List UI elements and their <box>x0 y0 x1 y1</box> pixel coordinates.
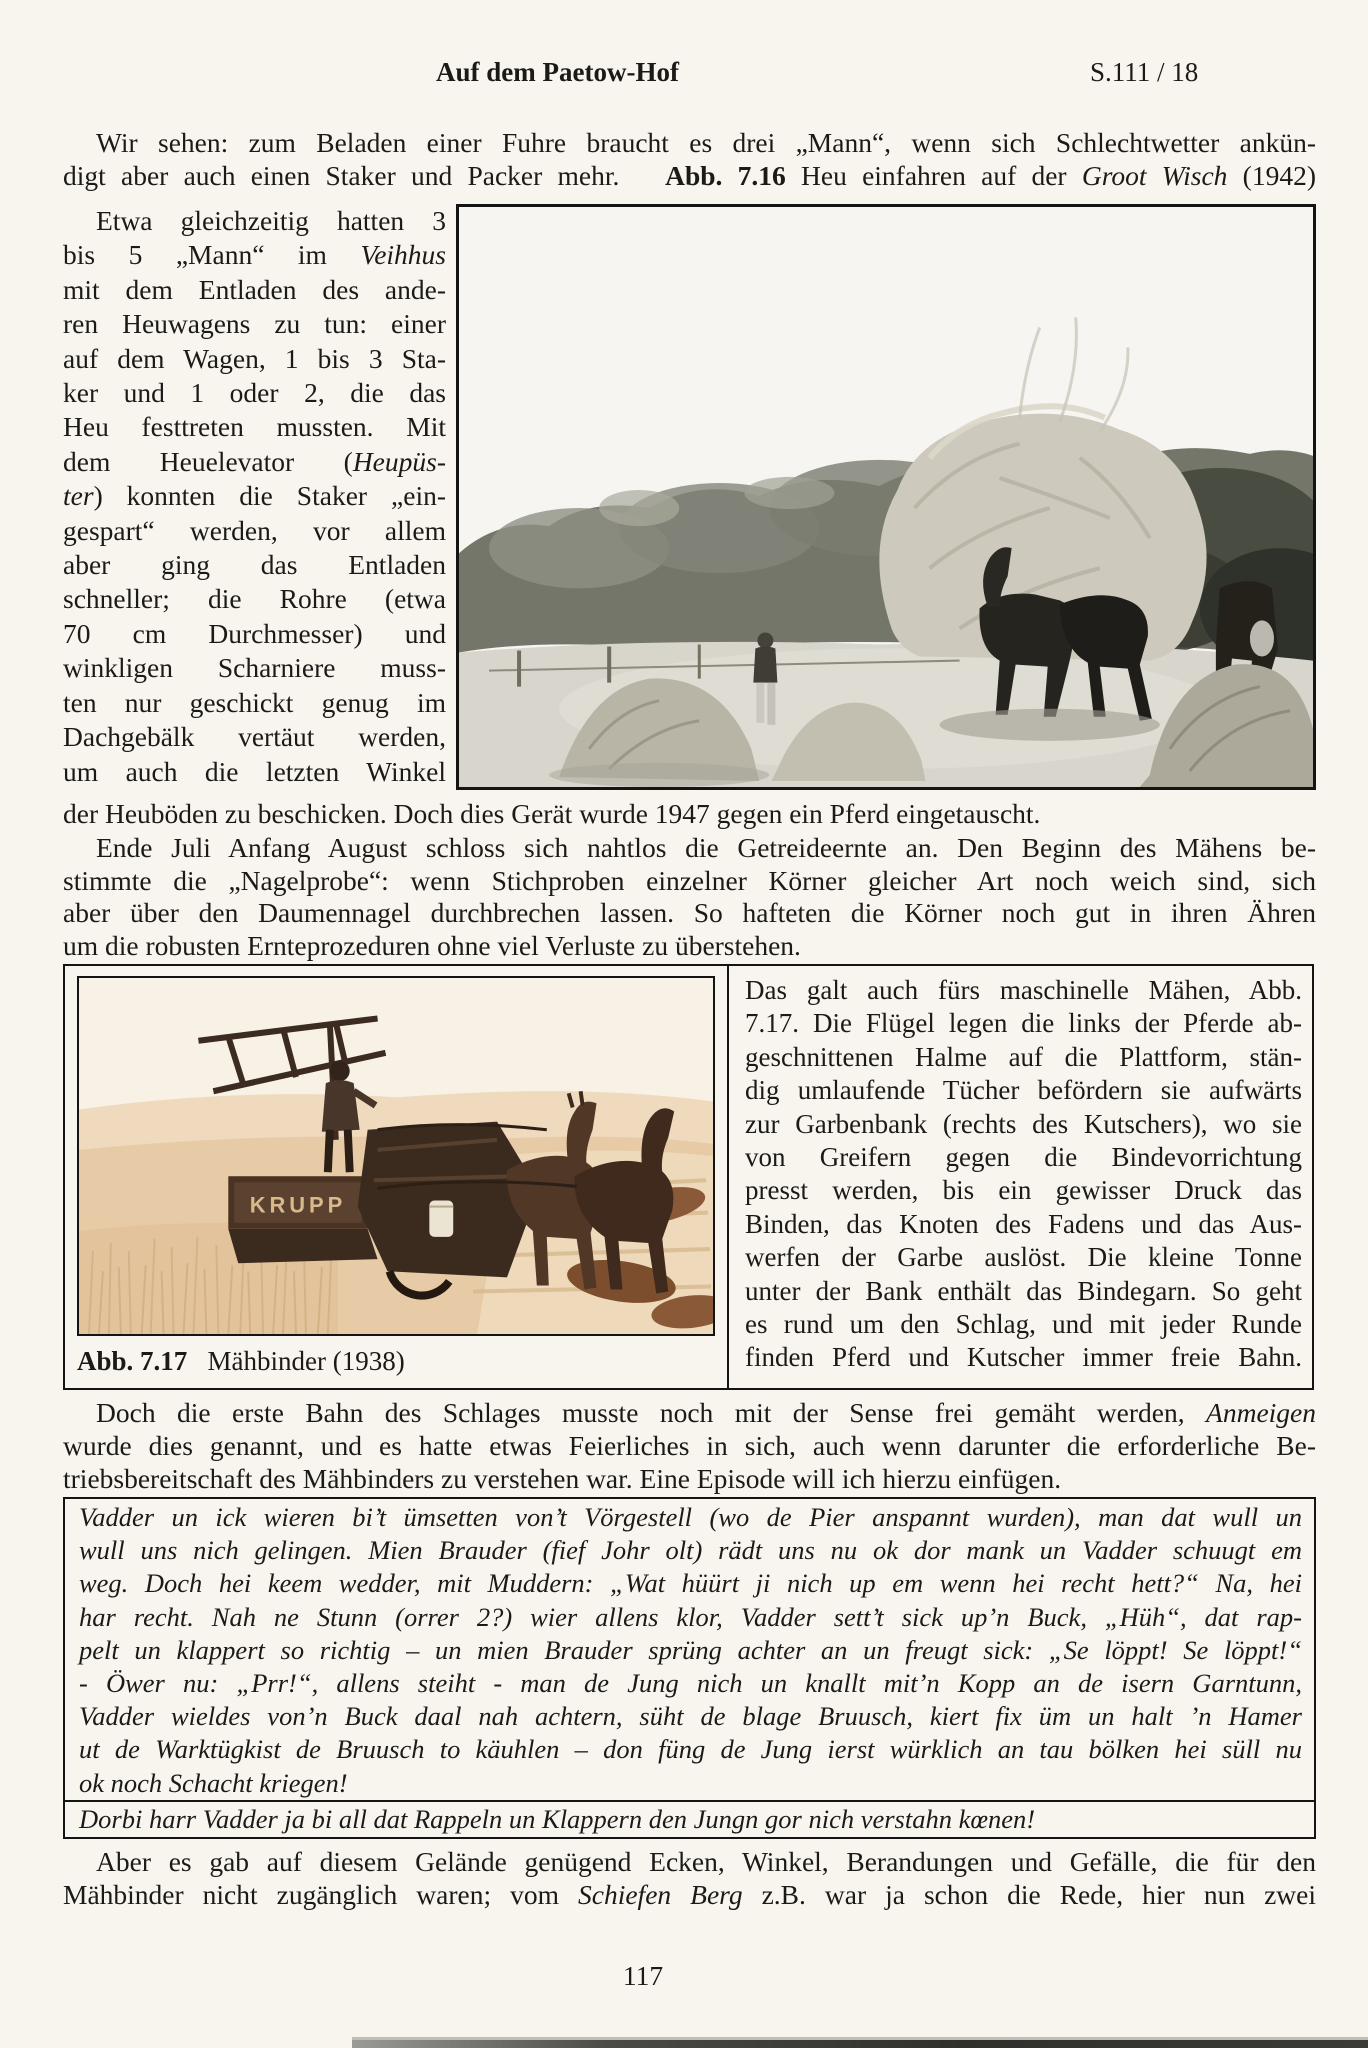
krupp-brand-label: KRUPP <box>249 1192 347 1218</box>
episode-text: Vadder un ick wieren bi’t ümsetten von’t Vörgestell (wo de Pier anspannt wurden), man dat wull un wull uns nich gelingen. Mien Brauder (fief Johr olt) rädt uns nu ok dor mank un Vadder schuugt em weg. Doch hei keem wedder, mit Muddern: „Wat hüürt ji nich up em wenn hei recht hett?“ Na, hei har recht. Nah ne Stunn (orrer 2?) wier allens klor, Vadder sett’t sick up’n Buck, „Hüh“, dat rap- pelt un klappert so richtig – un mien Brauder sprüng achter an un freugt sick: „Se löppt! Se löppt!“ - Öwer nu: „Prr!“, allens steiht - man de Jung nich un knallt mit’n Kopp an de isern Garntunn, Vadder wieldes von’n Buck daal nah achtern, süht de blage Bruusch, kiert fix üm un halt ’n Hamer ut de Warktügkist de Bruusch to käuhlen – don füng de Jung ierst würklich an tau bölken hei süll nu ok noch Schacht kriegen! <box>79 1502 1302 1798</box>
two-column-row-fig717 <box>63 964 1316 1390</box>
closing-paragraph: Aber es gab auf diesem Gelände genügend Ecken, Winkel, Berandungen und Gefälle, die für den Mähbinder nicht zugänglich waren; vom Schiefen Berg z.B. war ja schon die Rede, hier nun zwei <box>63 1846 1316 1910</box>
running-header-title: Auf dem Paetow-Hof <box>436 57 679 87</box>
episode-box <box>63 1497 1316 1839</box>
binder-description-column: Das galt auch fürs maschinelle Mähen, Abb. 7.17. Die Flügel legen die links der Pferde ab- geschnittenen Halme auf die Plattform, stän- dig umlaufende Tücher befördern sie aufwärts zur Garbenbank (rechts des Kutschers), wo sie von Greifern gegen die Bindevorrichtung presst werden, bis ein gewisser Druck das Binden, das Knoten des Fadens und das Aus- werfen der Garbe auslöst. Die kleine Tonne unter der Bank enthält das Bindegarn. So geht es rund um den Schlag, und mit jeder Runde finden Pferd und Kutscher immer freie Bahn. <box>727 964 1314 1390</box>
reaper-binder-photo-illustration <box>79 978 713 1334</box>
photo-fig-7-16 <box>456 204 1316 790</box>
photo-fig-7-17-box <box>63 964 729 1390</box>
page-number: 117 <box>622 1960 664 1991</box>
grain-harvest-paragraph: Ende Juli Anfang August schloss sich nahtlos die Getreideernte an. Den Beginn des Mähens be- stimmte die „Nagelprobe“: wenn Stichproben einzelner Körner gleicher Art noch weich sind, sich aber über den Daumennagel durchbrechen lassen. So hafteten die Körner noch gut in ihren Ähren um die robusten Ernteprozeduren ohne viel Verluste zu überstehen. <box>63 832 1316 961</box>
episode-footer-line: Dorbi harr Vadder ja bi all dat Rappeln un Klappern den Jungn gor nich verstahn kœnen! <box>65 1800 1314 1837</box>
intro-paragraph: Wir sehen: zum Beladen einer Fuhre braucht es drei „Mann“, wenn sich Schlechtwetter ankün- digt aber auch einen Staker und Packer mehr. Abb. 7.16 Heu einfahren auf der Groot Wisch (1942) <box>63 127 1316 191</box>
photo-fig-7-17 <box>77 976 715 1336</box>
hay-wagon-photo-illustration <box>459 207 1313 787</box>
two-column-row-fig716 <box>63 204 1316 790</box>
photo-fig-7-17-caption: Abb. 7.17 Mähbinder (1938) <box>77 1346 405 1376</box>
left-column-text: Etwa gleichzeitig hatten 3 bis 5 „Mann“ im Veihhus mit dem Entladen des ande- ren Heuwagens zu tun: einer auf dem Wagen, 1 bis 3 Sta- ker und 1 oder 2, die das Heu festtreten mussten. Mit dem Heuelevator (Heupüs- ter) konnten die Staker „ein- gespart“ werden, vor allem aber ging das Entladen schneller; die Rohre (etwa 70 cm Durchmesser) und winkligen Scharniere muss- ten nur geschickt genug im Dachgebälk vertäut werden, um auch die letzten Winkel <box>63 205 446 787</box>
scan-edge-artifact <box>352 2040 1368 2048</box>
continuation-line: der Heuböden zu beschicken. Doch dies Gerät wurde 1947 gegen ein Pferd eingetauscht. <box>63 798 1041 829</box>
running-header-page-ref: S.111 / 18 <box>1090 57 1199 87</box>
scythe-paragraph: Doch die erste Bahn des Schlages musste noch mit der Sense frei gemäht werden, Anmeigen wurde dies genannt, und es hatte etwas Feierliches in sich, auch wenn darunter die erforderliche Be- triebsbereitschaft des Mähbinders zu verstehen war. Eine Episode will ich hierzu einfügen. <box>63 1397 1316 1494</box>
